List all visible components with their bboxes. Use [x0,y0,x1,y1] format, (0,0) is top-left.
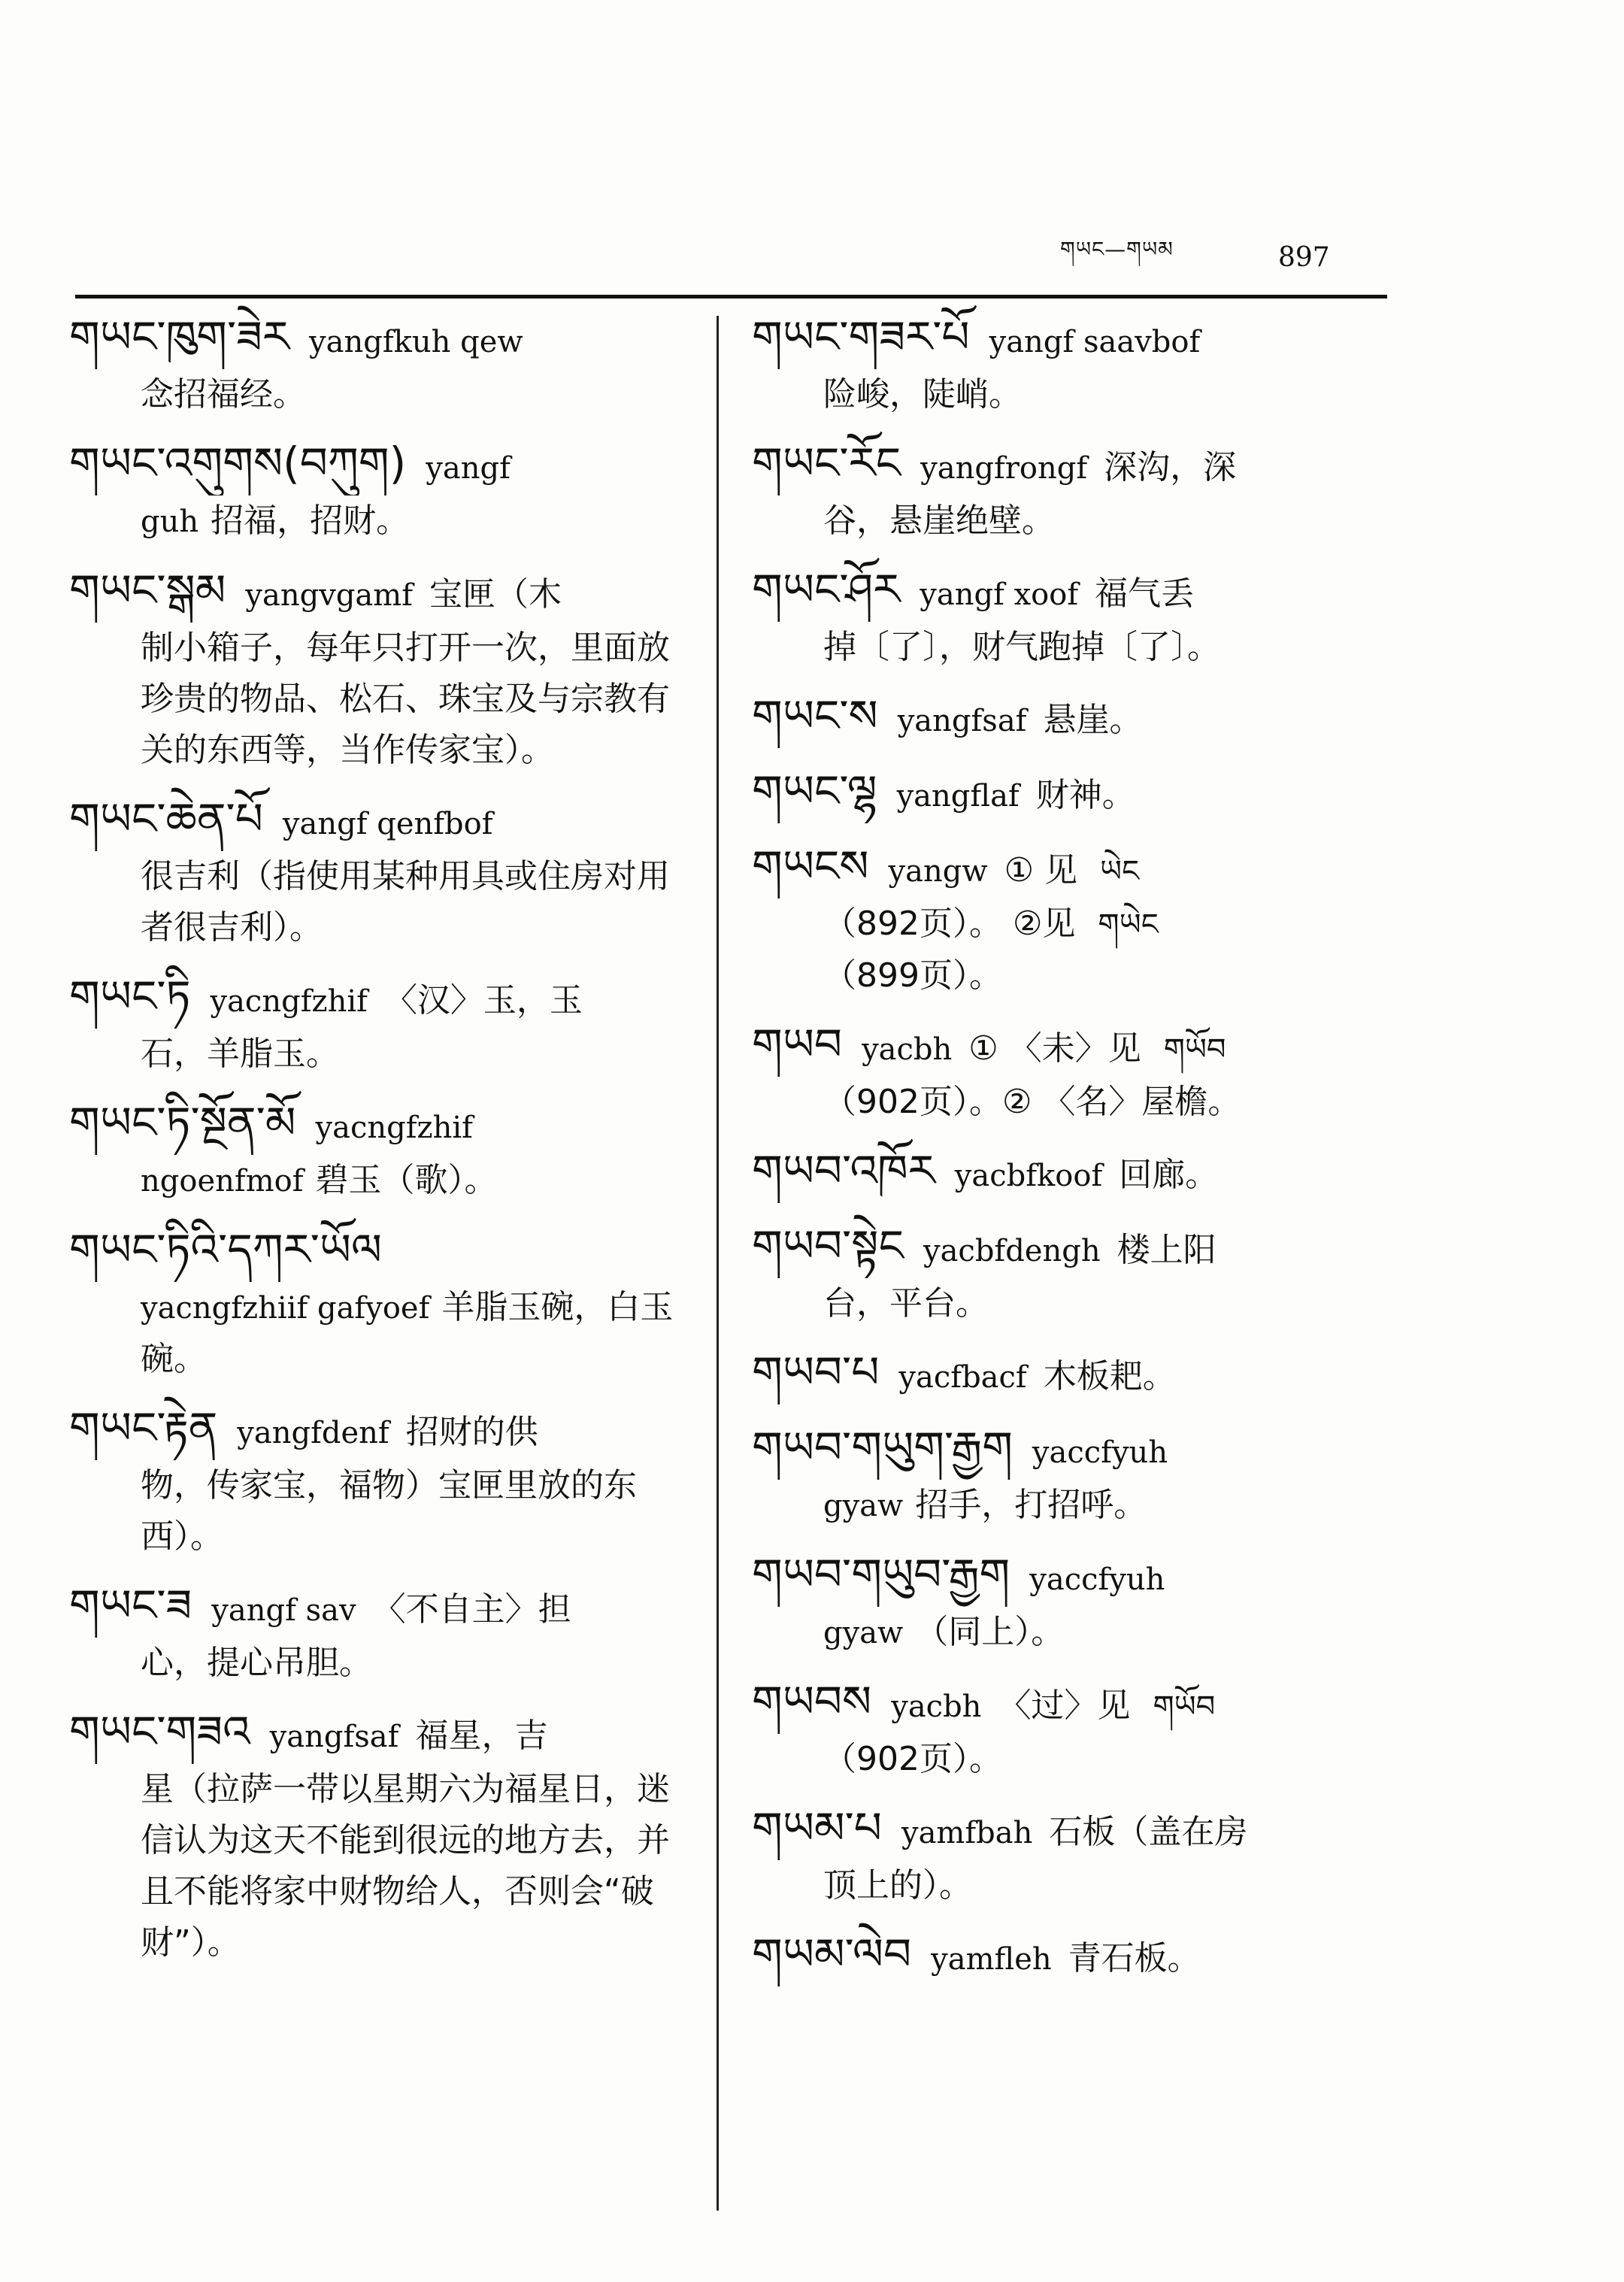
romanization: yangfkuh qew [309,325,523,359]
gloss: 财神。 [1035,776,1135,814]
definition: 顶上的）。 [823,1866,972,1905]
gloss: 回廊。 [1119,1156,1219,1194]
romanization-cont: ngoenfmof [141,1164,304,1199]
headword: གཡབ་པ [752,1347,880,1398]
romanization: yangf [426,451,511,486]
gloss: 福星，吉 [415,1717,548,1755]
headword: གཡང་ས [752,690,878,741]
definition: 台，平台。 [823,1284,989,1323]
gloss: 青石板。 [1068,1939,1201,1977]
headword: གཡང་གཟར་པོ [752,311,970,362]
definition: 掉〔了〕，财气跑掉〔了〕。 [823,628,1220,666]
definition: 羊脂玉碗，白玉碗。 [141,1288,674,1378]
romanization-cont: guh [141,505,199,539]
entry [752,1415,1368,1532]
definition: 招福，招财。 [211,502,410,540]
entry [69,558,686,776]
romanization-cont: yacngfzhiif gafyoef [141,1291,430,1326]
romanization: yangvgamf [245,578,414,613]
definition: 险峻，陡峭。 [823,375,1022,414]
headword: གཡངས [752,841,869,892]
entry [752,431,1368,547]
headword: གཡང་ཤོར [752,564,901,615]
romanization: yangflaf [896,779,1020,814]
romanization: yangfrongf [920,451,1088,486]
entry [69,1699,686,1968]
gloss: 福气丢 [1095,574,1195,613]
entry [752,1796,1368,1911]
cross-reference: ཡེང [1100,854,1140,889]
gloss: ① 见 [1004,851,1077,889]
guide-words: གཡང—གཡམ [1060,237,1174,262]
definition: （902页）。 [823,1740,1002,1778]
romanization-cont: gyaw [823,1489,904,1523]
definition: 招手，打招呼。 [915,1486,1147,1524]
definition: 物，传家宝，福物）宝匣里放的东西）。 [141,1466,637,1556]
gloss: 〈不自主〉担 [372,1590,571,1629]
entry [752,834,1368,1002]
entry [752,1138,1368,1203]
column-divider [717,316,719,2211]
romanization: yacbfdengh [923,1234,1101,1268]
romanization: yangf sav [211,1593,356,1628]
entry [69,1217,686,1385]
headword: གཡང་ཏིའི་དཀར་ཡོལ [69,1224,382,1275]
entry [752,1012,1368,1128]
definition: （同上）。 [915,1613,1065,1651]
headword: གཡབ་གཡུབ་རྒྱག [752,1549,1010,1600]
gloss: 〈汉〉玉，玉 [383,981,583,1020]
entry [69,1396,686,1562]
definition: 心，提心吊胆。 [141,1644,372,1682]
romanization: yangf saavbof [989,325,1201,359]
definition: 石，羊脂玉。 [141,1035,339,1073]
entry [752,759,1368,823]
entry [752,683,1368,748]
romanization-cont: gyaw [823,1616,904,1650]
romanization: yangfsaf [897,704,1027,738]
definition: 星（拉萨一带以星期六为福星日，迷信认为这天不能到很远的地方去，并且不能将家中财物给人，否则会“破财”）。 [141,1770,670,1962]
page-number: 897 [1278,242,1330,273]
entry [69,786,686,953]
headword: གཡབ་སྟེང [752,1220,904,1271]
romanization: yaccfyuh [1029,1562,1165,1597]
headword: གཡང་ཁུག་ཟེར [69,311,290,362]
gloss: 石板（盖在房 [1049,1813,1248,1851]
headword: གཡང་ཏི་སྔོན་མོ [69,1097,296,1148]
entry [752,305,1368,420]
gloss: 招财的供 [405,1413,538,1451]
romanization: yaccfyuh [1032,1435,1168,1470]
entry [752,1214,1368,1329]
romanization: yamfleh [931,1942,1052,1977]
headword: གཡམ་ལེབ [752,1929,912,1980]
entry [69,1573,686,1689]
headword: གཡང་ཟ [69,1580,192,1631]
headword: གཡང་ཆེན་པོ [69,793,263,844]
headword: གཡང་སྒམ [69,565,226,616]
gloss: ① 〈未〉见 [968,1029,1141,1068]
right-column [752,305,1368,1997]
headword: གཡམ་པ [752,1802,882,1853]
headword: གཡང་རྟེན [69,1402,218,1453]
entry [752,1542,1368,1659]
headword: གཡང་གཟའ [69,1706,250,1757]
romanization: yacbh [862,1032,953,1067]
entry [69,431,686,547]
definition: 制小箱子，每年只打开一次，里面放珍贵的物品、松石、珠宝及与宗教有关的东西等，当作传家宝）。 [141,629,670,769]
romanization: yangf qenfbof [282,807,493,841]
entry [752,1922,1368,1987]
definition: （892页）。 ②见 [823,905,1076,943]
romanization: yangw [888,854,988,889]
gloss: 楼上阳 [1116,1231,1216,1269]
romanization: yacngfzhif [210,984,368,1019]
headword: གཡབས [752,1676,872,1727]
entry [752,1669,1368,1785]
gloss: 木板耙。 [1043,1357,1176,1396]
entry [69,964,686,1080]
romanization: yacfbacf [898,1360,1027,1395]
gloss: 悬崖。 [1043,701,1143,739]
romanization: yangfsaf [269,1720,399,1754]
definition: （899页）。 [823,956,1002,995]
gloss: 深沟，深 [1104,448,1237,486]
headword: གཡབ་འཁོར [752,1145,935,1196]
headword: གཡང་རོང [752,438,901,489]
gloss: 〈过〉见 [998,1686,1131,1725]
romanization: yamfbah [901,1816,1033,1850]
definition: 念招福经。 [141,375,306,414]
romanization: yacbfkoof [954,1159,1103,1193]
entry [69,1090,686,1207]
cross-reference: གཡོབ [1153,1690,1216,1724]
entry [752,1340,1368,1405]
romanization: yacngfzhif [315,1111,473,1145]
definition: 碧玉（歌）。 [315,1161,498,1199]
definition: 很吉利（指使用某种用具或住房对用者很吉利）。 [141,857,670,947]
cross-reference: གཡོབ [1163,1032,1226,1067]
gloss: 宝匣（木 [429,575,562,614]
definition: （902页）。② 〈名〉屋檐。 [823,1083,1241,1121]
definition: 谷，悬崖绝壁。 [823,502,1055,540]
headword: གཡང་འགུགས(བཀུག) [69,438,407,489]
romanization: yacbh [891,1690,982,1724]
headword: གཡབ་གཡུག་རྒྱག [752,1422,1013,1473]
entry [69,305,686,420]
header-rule [75,295,1387,299]
headword: གཡང་ལྷ [752,765,877,817]
cross-reference: གཡེང [1098,908,1159,942]
romanization: yangf xoof [920,577,1079,612]
romanization: yangfdenf [237,1416,389,1450]
entry [752,557,1368,673]
headword: གཡབ [752,1019,843,1070]
headword: གཡང་ཏི [69,971,191,1022]
left-column [69,305,686,1979]
